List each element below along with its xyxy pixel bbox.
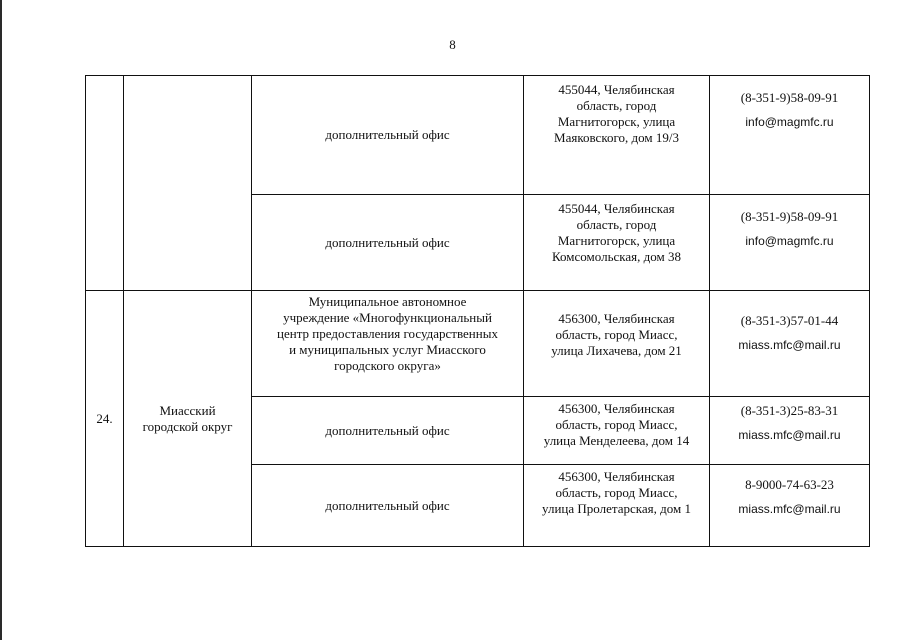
table-row — [86, 76, 870, 195]
address-cell — [524, 76, 710, 195]
contact-cell — [710, 465, 870, 547]
address-line: область, город — [576, 98, 657, 113]
email-address: miass.mfc@mail.ru — [738, 338, 841, 352]
office-name-cell — [252, 397, 524, 465]
office-name-cell — [252, 76, 524, 195]
contact-cell — [710, 195, 870, 291]
district-cell-empty — [124, 76, 252, 291]
row-number: 24. — [96, 410, 113, 426]
page-left-edge — [0, 0, 2, 640]
phone-number: (8-351-9)58-09-91 — [740, 90, 839, 105]
address-line: улица Пролетарская, дом 1 — [542, 501, 691, 516]
page-number: 8 — [449, 37, 456, 52]
address-line: 456300, Челябинская — [558, 469, 675, 484]
office-name-cell — [252, 465, 524, 547]
phone-number: (8-351-3)57-01-44 — [740, 313, 839, 328]
email-address: info@magmfc.ru — [745, 234, 834, 248]
address-line: Магнитогорск, улица — [557, 114, 676, 129]
row-number-cell — [86, 291, 124, 547]
email-address: info@magmfc.ru — [745, 115, 834, 129]
email-address: miass.mfc@mail.ru — [738, 502, 841, 516]
institution-name-line: городского округа» — [334, 358, 441, 373]
contact-cell — [710, 291, 870, 397]
address-line: 455044, Челябинская — [558, 82, 675, 97]
address-line: область, город — [576, 217, 657, 232]
table-row — [86, 291, 870, 397]
institution-name-line: учреждение «Многофункциональный — [283, 310, 492, 325]
contact-cell — [710, 397, 870, 465]
email-address: miass.mfc@mail.ru — [738, 428, 841, 442]
address-line: область, город Миасс, — [555, 417, 678, 432]
district-cell — [124, 291, 252, 547]
address-line: Магнитогорск, улица — [557, 233, 676, 248]
address-line: улица Менделеева, дом 14 — [543, 433, 690, 448]
office-name: дополнительный офис — [325, 497, 450, 513]
address-cell — [524, 397, 710, 465]
institution-name-line: центр предоставления государственных — [277, 326, 498, 341]
row-number-cell-empty — [86, 76, 124, 291]
phone-number: (8-351-9)58-09-91 — [740, 209, 839, 224]
phone-number: (8-351-3)25-83-31 — [740, 403, 839, 418]
address-line: 455044, Челябинская — [558, 201, 675, 216]
office-name-cell — [252, 195, 524, 291]
mfc-offices-table — [85, 75, 870, 547]
phone-number: 8-9000-74-63-23 — [745, 477, 834, 492]
office-name: дополнительный офис — [325, 234, 450, 250]
address-cell — [524, 195, 710, 291]
address-cell — [524, 291, 710, 397]
address-line: 456300, Челябинская — [558, 311, 675, 326]
district-name-line: городской округ — [142, 418, 233, 434]
address-cell — [524, 465, 710, 547]
address-line: Комсомольская, дом 38 — [552, 249, 681, 264]
office-name: дополнительный офис — [325, 422, 450, 438]
institution-name-line: и муниципальных услуг Миасского — [289, 342, 486, 357]
district-name-line: Миасский — [159, 402, 216, 418]
institution-name-cell — [252, 291, 524, 397]
contact-cell — [710, 76, 870, 195]
institution-name-line: Муниципальное автономное — [308, 294, 467, 309]
address-line: улица Лихачева, дом 21 — [551, 343, 682, 358]
address-line: область, город Миасс, — [555, 485, 678, 500]
address-line: область, город Миасс, — [555, 327, 678, 342]
address-line: Маяковского, дом 19/3 — [554, 130, 679, 145]
office-name: дополнительный офис — [325, 127, 450, 142]
address-line: 456300, Челябинская — [558, 401, 675, 416]
